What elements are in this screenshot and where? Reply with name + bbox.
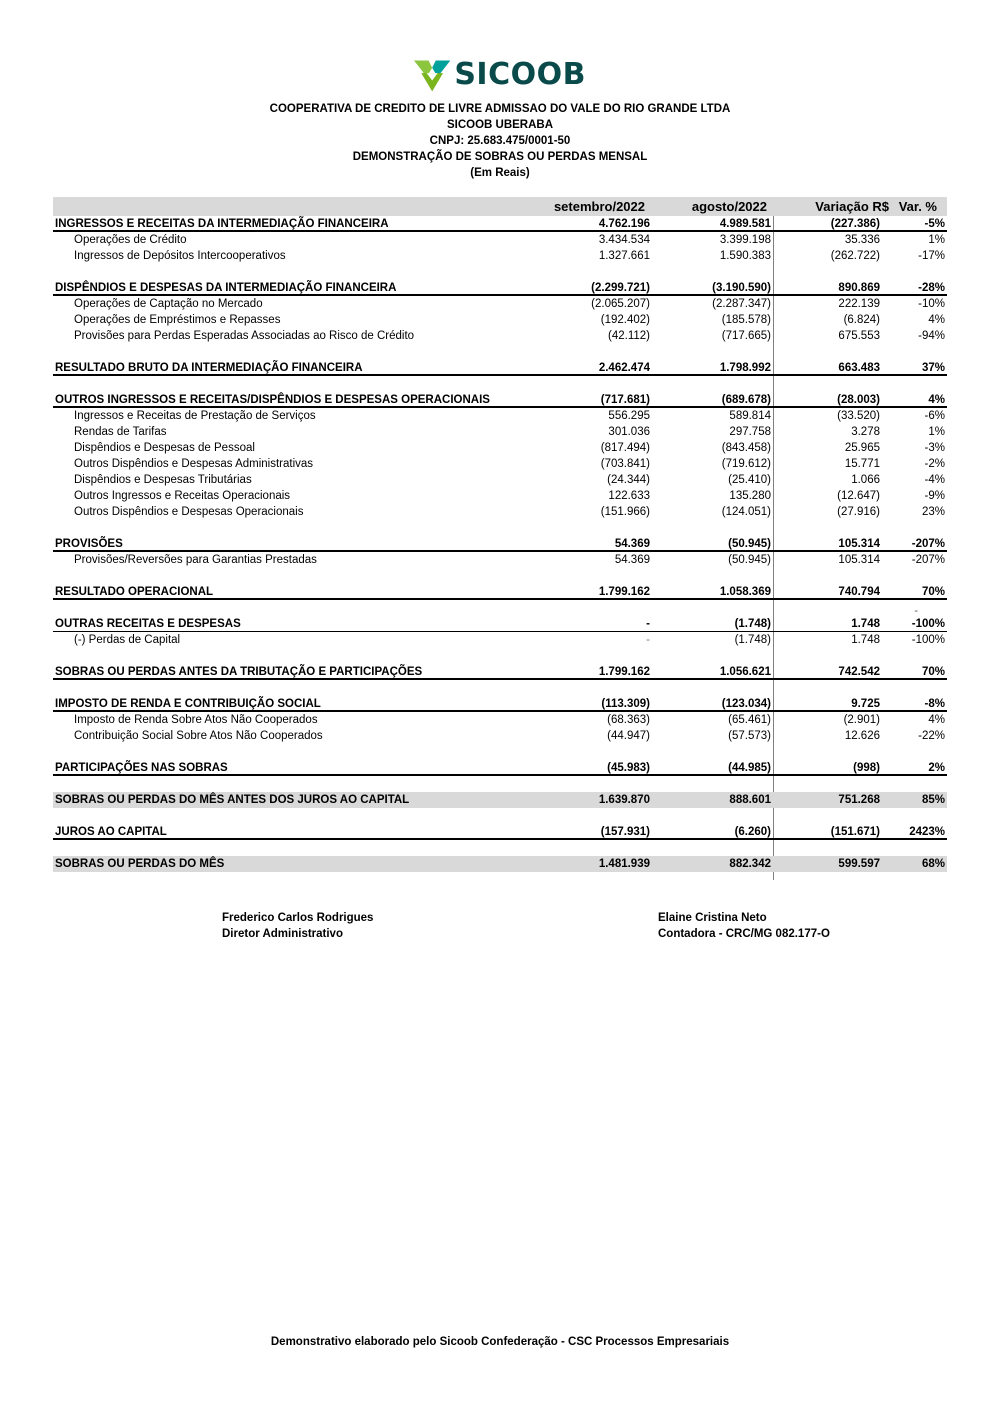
signer-title: Diretor Administrativo <box>222 928 343 940</box>
cell-sep: 1.481.939 <box>598 858 650 870</box>
branch-name: SICOOB UBERABA <box>446 119 554 131</box>
col-header-sep-2022: setembro/2022 <box>553 199 645 214</box>
table-row <box>53 296 947 312</box>
row-label: Rendas de Tarifas <box>74 426 167 438</box>
cell-pct: -2% <box>924 458 945 470</box>
cell-var: 105.314 <box>838 538 880 550</box>
cell-sep: 1.327.661 <box>598 250 650 262</box>
spacer <box>53 744 947 760</box>
cell-pct: 23% <box>921 506 945 518</box>
cell-var: (27.916) <box>837 506 880 518</box>
cell-var: 1.748 <box>851 634 880 646</box>
cell-pct: -8% <box>924 698 945 710</box>
cell-var: (28.003) <box>837 394 880 406</box>
table-row <box>53 440 947 456</box>
spacer <box>53 568 947 584</box>
cell-var: (262.722) <box>830 250 880 262</box>
cell-pct: -5% <box>924 218 945 230</box>
row-label: RESULTADO OPERACIONAL <box>55 586 214 598</box>
cell-sep: (192.402) <box>600 314 650 326</box>
row-label: Operações de Empréstimos e Repasses <box>74 314 281 326</box>
row-label: IMPOSTO DE RENDA E CONTRIBUIÇÃO SOCIAL <box>55 698 321 710</box>
table-row <box>53 424 947 440</box>
cell-sep: (157.931) <box>600 826 650 838</box>
cell-ago: (123.034) <box>721 698 771 710</box>
table-row <box>53 328 947 344</box>
row-label: Provisões para Perdas Esperadas Associadas ao Risco de Crédito <box>74 330 415 342</box>
currency-note: (Em Reais) <box>470 167 530 179</box>
cell-ago: (1.748) <box>734 634 771 646</box>
cell-pct: 85% <box>921 794 945 806</box>
cell-ago: (717.665) <box>721 330 771 342</box>
cell-pct: -17% <box>918 250 945 262</box>
cell-ago: (50.945) <box>728 554 771 566</box>
row-label: Outros Dispêndios e Despesas Administrativas <box>74 458 314 470</box>
cell-pct: -6% <box>924 410 945 422</box>
cell-pct: 4% <box>928 394 945 406</box>
row-label: Operações de Crédito <box>74 234 187 246</box>
spacer <box>53 264 947 280</box>
sicoob-logo-icon <box>414 57 450 93</box>
financial-statement-table <box>53 197 947 872</box>
cell-sep: (817.494) <box>600 442 650 454</box>
spacer <box>53 648 947 664</box>
col-header-var-pct: Var. % <box>898 199 937 214</box>
variation-dash-marker: - <box>914 605 918 617</box>
row-label: PARTICIPAÇÕES NAS SOBRAS <box>55 762 228 774</box>
cell-pct: -207% <box>911 554 945 566</box>
row-label: Contribuição Social Sobre Atos Não Cooperados <box>74 730 323 742</box>
row-label: SOBRAS OU PERDAS DO MÊS ANTES DOS JUROS AO CAPITAL <box>55 794 410 806</box>
row-label: OUTRAS RECEITAS E DESPESAS <box>55 618 241 630</box>
cell-pct: -22% <box>918 730 945 742</box>
cell-var: 663.483 <box>838 362 880 374</box>
row-label: DISPÊNDIOS E DESPESAS DA INTERMEDIAÇÃO FINANCEIRA <box>55 282 397 294</box>
cell-ago: (1.748) <box>734 618 771 630</box>
table-row <box>53 632 947 648</box>
signer-name: Elaine Cristina Neto <box>658 912 767 924</box>
cell-ago: (124.051) <box>721 506 771 518</box>
table-row <box>53 408 947 424</box>
table-row <box>53 504 947 520</box>
logo-brand-text: SICOOB <box>454 57 586 92</box>
footer-note: Demonstrativo elaborado pelo Sicoob Confederação - CSC Processos Empresariais <box>270 1336 730 1348</box>
cell-var: 1.066 <box>851 474 880 486</box>
cell-var: 12.626 <box>844 730 880 742</box>
cell-pct: -94% <box>918 330 945 342</box>
cell-sep: (717.681) <box>600 394 650 406</box>
signer-title: Contadora - CRC/MG 082.177-O <box>658 928 830 940</box>
spacer <box>53 344 947 360</box>
cell-ago: 1.590.383 <box>719 250 771 262</box>
cell-sep: (24.344) <box>607 474 650 486</box>
cell-pct: 2% <box>928 762 945 774</box>
table-row <box>53 280 947 296</box>
cell-var: (998) <box>853 762 880 774</box>
signature-director <box>222 910 373 942</box>
cell-sep: 556.295 <box>608 410 650 422</box>
cell-var: 599.597 <box>838 858 880 870</box>
table-row <box>53 696 947 712</box>
cell-var: 740.794 <box>838 586 880 598</box>
row-label: JUROS AO CAPITAL <box>55 826 167 838</box>
col-header-variacao: Variação R$ <box>815 199 889 214</box>
row-label: Outros Ingressos e Receitas Operacionais <box>74 490 291 502</box>
cell-var: 1.748 <box>851 618 880 630</box>
table-row <box>53 760 947 776</box>
cell-pct: 37% <box>921 362 945 374</box>
row-label: Operações de Captação no Mercado <box>74 298 263 310</box>
cell-sep: 2.462.474 <box>598 362 650 374</box>
table-row <box>53 248 947 264</box>
cell-pct: -10% <box>918 298 945 310</box>
cell-var: (6.824) <box>843 314 880 326</box>
cell-sep: 54.369 <box>614 554 650 566</box>
cell-ago: 4.989.581 <box>719 218 771 230</box>
table-row <box>53 216 947 232</box>
cell-ago: (65.461) <box>728 714 771 726</box>
cell-ago: (185.578) <box>721 314 771 326</box>
signer-name: Frederico Carlos Rodrigues <box>222 912 374 924</box>
cell-sep: 3.434.534 <box>598 234 650 246</box>
cell-sep: (44.947) <box>607 730 650 742</box>
cell-ago: (25.410) <box>728 474 771 486</box>
table-row <box>53 728 947 744</box>
table-row <box>53 456 947 472</box>
row-label: Imposto de Renda Sobre Atos Não Cooperados <box>74 714 318 726</box>
cell-var: 3.278 <box>851 426 880 438</box>
col-header-ago-2022: agosto/2022 <box>691 199 767 214</box>
spacer <box>53 840 947 856</box>
cell-var: 890.869 <box>838 282 880 294</box>
cell-var: (151.671) <box>830 826 880 838</box>
cell-ago: 135.280 <box>729 490 771 502</box>
cell-ago: 1.058.369 <box>719 586 771 598</box>
cell-sep: (113.309) <box>601 698 650 710</box>
table-row <box>53 360 947 376</box>
cell-sep: (2.299.721) <box>591 282 650 294</box>
cell-var: 742.542 <box>838 666 880 678</box>
cell-var: (12.647) <box>837 490 880 502</box>
cell-var: (2.901) <box>843 714 880 726</box>
cell-pct: 4% <box>928 714 945 726</box>
table-row <box>53 392 947 408</box>
cell-sep: (2.065.207) <box>591 298 650 310</box>
cell-pct: 1% <box>928 426 945 438</box>
table-row <box>53 616 947 632</box>
row-label: Provisões/Reversões para Garantias Prestadas <box>74 554 317 566</box>
row-label: INGRESSOS E RECEITAS DA INTERMEDIAÇÃO FINANCEIRA <box>55 218 389 230</box>
cell-ago: 882.342 <box>729 858 771 870</box>
table-row <box>53 232 947 248</box>
cell-pct: -3% <box>924 442 945 454</box>
table-header <box>53 197 947 216</box>
cell-sep: - <box>646 634 650 646</box>
table-row <box>53 712 947 728</box>
cell-ago: (843.458) <box>721 442 771 454</box>
cell-pct: -100% <box>911 634 945 646</box>
cell-var: 35.336 <box>844 234 880 246</box>
cell-ago: (50.945) <box>728 538 771 550</box>
cell-var: (227.386) <box>830 218 880 230</box>
table-row <box>53 312 947 328</box>
cell-var: 751.268 <box>838 794 880 806</box>
row-label: Dispêndios e Despesas Tributárias <box>74 474 252 486</box>
spacer <box>53 376 947 392</box>
report-title: DEMONSTRAÇÃO DE SOBRAS OU PERDAS MENSAL <box>352 151 648 163</box>
cell-sep: (68.363) <box>607 714 650 726</box>
spacer <box>53 808 947 824</box>
cell-pct: -28% <box>918 282 945 294</box>
company-name: COOPERATIVA DE CREDITO DE LIVRE ADMISSAO DO VALE DO RIO GRANDE LTDA <box>269 103 731 115</box>
cnpj: CNPJ: 25.683.475/0001-50 <box>429 135 571 147</box>
cell-ago: 3.399.198 <box>719 234 771 246</box>
cell-sep: (42.112) <box>608 330 650 342</box>
cell-var: 25.965 <box>844 442 880 454</box>
cell-sep: - <box>646 618 650 630</box>
cell-sep: 54.369 <box>614 538 650 550</box>
cell-ago: (2.287.347) <box>712 298 771 310</box>
cell-sep: 122.633 <box>608 490 650 502</box>
row-label: RESULTADO BRUTO DA INTERMEDIAÇÃO FINANCEIRA <box>55 362 363 374</box>
cell-ago: 888.601 <box>729 794 771 806</box>
cell-pct: 68% <box>921 858 945 870</box>
signature-accountant <box>658 910 830 942</box>
cell-ago: 1.056.621 <box>719 666 771 678</box>
row-label: OUTROS INGRESSOS E RECEITAS/DISPÊNDIOS E DESPESAS OPERACIONAIS <box>55 394 490 406</box>
cell-pct: 2423% <box>909 826 945 838</box>
table-row <box>53 856 947 872</box>
sicoob-logo <box>414 56 586 94</box>
cell-ago: 1.798.992 <box>719 362 771 374</box>
cell-ago: 297.758 <box>729 426 771 438</box>
cell-ago: (44.985) <box>728 762 771 774</box>
cell-var: (33.520) <box>837 410 880 422</box>
cell-var: 222.139 <box>838 298 880 310</box>
row-label: SOBRAS OU PERDAS DO MÊS <box>55 858 225 870</box>
cell-ago: 589.814 <box>729 410 771 422</box>
cell-pct: 1% <box>928 234 945 246</box>
table-row <box>53 488 947 504</box>
table-row <box>53 792 947 808</box>
cell-sep: 1.799.162 <box>598 586 650 598</box>
table-row <box>53 824 947 840</box>
table-row <box>53 552 947 568</box>
cell-sep: 301.036 <box>608 426 650 438</box>
cell-ago: (57.573) <box>728 730 771 742</box>
row-label: Ingressos de Depósitos Intercooperativos <box>74 250 286 262</box>
cell-pct: 70% <box>921 586 945 598</box>
cell-pct: -207% <box>911 538 945 550</box>
table-row <box>53 664 947 680</box>
document-header <box>0 101 1000 181</box>
cell-ago: (689.678) <box>721 394 771 406</box>
cell-pct: 70% <box>921 666 945 678</box>
cell-var: 675.553 <box>838 330 880 342</box>
cell-pct: 4% <box>928 314 945 326</box>
cell-var: 105.314 <box>838 554 880 566</box>
row-label: Outros Dispêndios e Despesas Operacionais <box>74 506 304 518</box>
cell-pct: -100% <box>911 618 945 630</box>
row-label: PROVISÕES <box>55 538 123 550</box>
cell-sep: (703.841) <box>600 458 650 470</box>
row-label: SOBRAS OU PERDAS ANTES DA TRIBUTAÇÃO E PARTICIPAÇÕES <box>55 666 423 678</box>
cell-var: 15.771 <box>844 458 880 470</box>
cell-ago: (3.190.590) <box>712 282 771 294</box>
cell-pct: -9% <box>924 490 945 502</box>
cell-ago: (6.260) <box>734 826 771 838</box>
cell-sep: (151.966) <box>600 506 650 518</box>
cell-sep: 1.799.162 <box>598 666 650 678</box>
spacer <box>53 520 947 536</box>
cell-sep: 4.762.196 <box>598 218 650 230</box>
table-row <box>53 536 947 552</box>
table-row <box>53 472 947 488</box>
row-label: Dispêndios e Despesas de Pessoal <box>74 442 255 454</box>
cell-pct: -4% <box>924 474 945 486</box>
spacer <box>53 600 947 616</box>
cell-var: 9.725 <box>851 698 880 710</box>
row-label: (-) Perdas de Capital <box>74 634 181 646</box>
cell-ago: (719.612) <box>721 458 771 470</box>
cell-sep: (45.983) <box>607 762 650 774</box>
spacer <box>53 776 947 792</box>
row-label: Ingressos e Receitas de Prestação de Serviços <box>74 410 316 422</box>
spacer <box>53 680 947 696</box>
table-row <box>53 584 947 600</box>
cell-sep: 1.639.870 <box>598 794 650 806</box>
